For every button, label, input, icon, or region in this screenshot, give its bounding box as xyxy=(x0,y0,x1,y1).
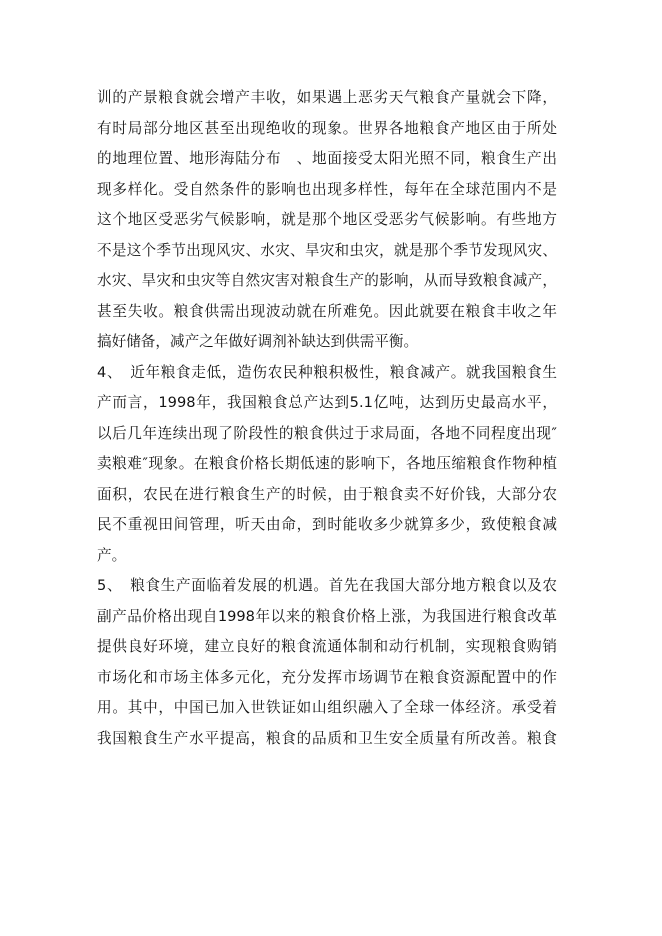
text-line: 卖粮难″现象。在粮食价格长期低速的影响下，各地压缩粮食作物种植 xyxy=(97,455,557,472)
text-line: 水灾、旱灾和虫灾等自然灾害对粮食生产的影响，从而导致粮食减产， xyxy=(97,272,557,289)
text-line: 甚至失收。粮食供需出现波动就在所难免。因此就要在粮食丰收之年 xyxy=(97,302,557,320)
text-line: 产。 xyxy=(97,546,127,564)
text-line: 我国粮食生产水平提高，粮食的品质和卫生安全质量有所改善。粮食 xyxy=(97,729,557,747)
list-item-5-line: 5、 粮食生产面临着发展的机遇。首先在我国大部分地方粮食以及农 xyxy=(97,577,557,594)
list-item-4-line: 4、 近年粮食走低，造伤农民种粮积极性，粮食减产。就我国粮食生 xyxy=(97,363,557,381)
text-line: 市场化和市场主体多元化，充分发挥市场调节在粮食资源配置中的作 xyxy=(97,668,557,686)
text-line: 搞好储备，减产之年做好调剂补缺达到供需平衡。 xyxy=(97,333,419,350)
text-line: 副产品价格出现自1998年以来的粮食价格上涨，为我国进行粮食改革 xyxy=(97,607,557,625)
text-line: 训的产景粮食就会增产丰收，如果遇上恶劣天气粮食产量就会下降， xyxy=(97,89,557,106)
text-line: 用。其中，中国已加入世铁证如山组织融入了全球一体经济。承受着 xyxy=(97,699,557,716)
text-line: 提供良好环境，建立良好的粮食流通体制和动行机制，实现粮食购销 xyxy=(97,638,557,655)
text-line: 这个地区受恶劣气候影响，就是那个地区受恶劣气候影响。有些地方 xyxy=(97,211,557,228)
text-line: 以后几年连续出现了阶段性的粮食供过于求局面，各地不同程度出现″ xyxy=(97,424,557,442)
text-line: 的地理位置、地形海陆分布 、地面接受太阳光照不同，粮食生产出 xyxy=(97,150,557,167)
body-text xyxy=(97,83,557,754)
text-line: 民不重视田间管理，听天由命，到时能收多少就算多少，致使粮食减 xyxy=(97,516,557,533)
text-line: 面积，农民在进行粮食生产的时候，由于粮食卖不好价钱，大部分农 xyxy=(97,485,557,503)
text-line: 不是这个季节出现风灾、水灾、旱灾和虫灾，就是那个季节发现风灾、 xyxy=(97,241,557,259)
text-line: 有时局部分地区甚至出现绝收的现象。世界各地粮食产地区由于所处 xyxy=(97,119,557,137)
text-line: 产而言，1998年，我国粮食总产达到5.1亿吨，达到历史最高水平， xyxy=(97,394,557,411)
text-line: 现多样化。受自然条件的影响也出现多样性，每年在全球范围内不是 xyxy=(97,180,557,198)
